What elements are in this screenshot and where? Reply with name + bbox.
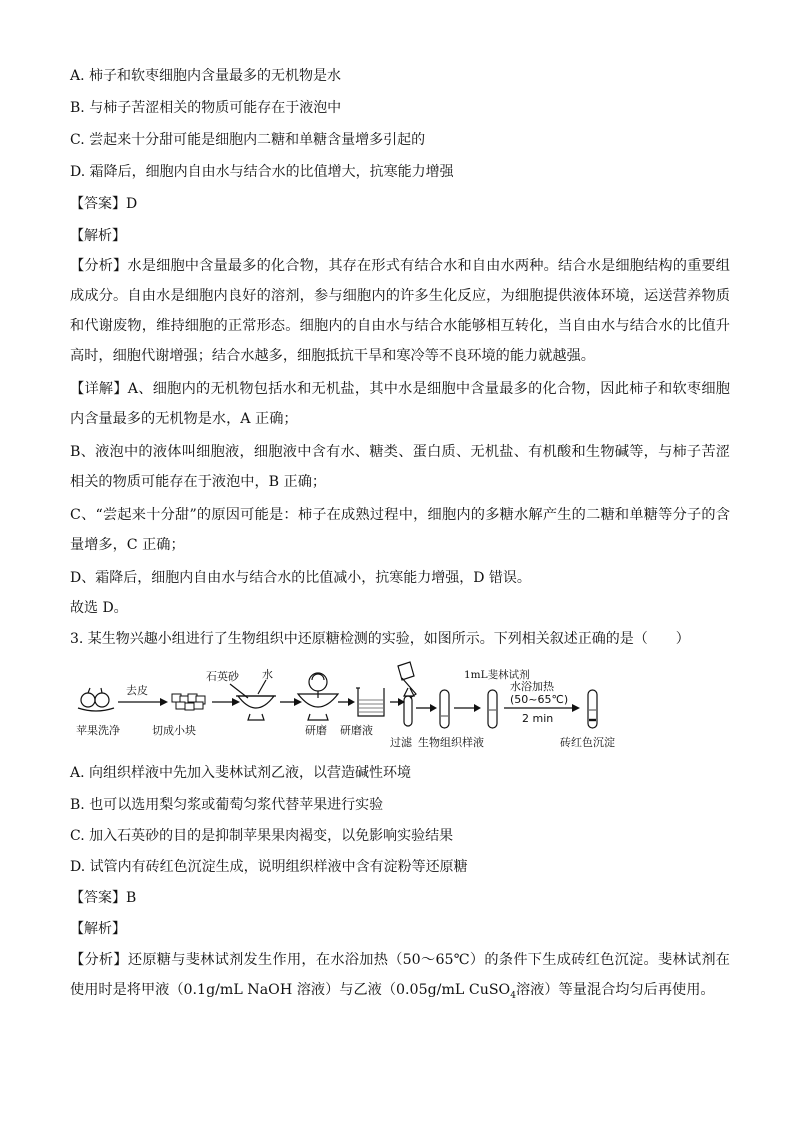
sample-tube-icon [440,690,449,728]
q2-xiangjie-c: C、“尝起来十分甜”的原因可能是：柿子在成熟过程中，细胞内的多糖水解产生的二糖和单糖等分子的含量增多，C 正确； [70,507,730,553]
q2-option-a: A. 柿子和软枣细胞内含量最多的无机物是水 [70,68,342,84]
q3-option-d: D. 试管内有砖红色沉淀生成，说明组织样液中含有淀粉等还原糖 [70,859,468,875]
q3-fenxi-subscript: 4 [510,990,516,1001]
q2-xiangjie-b: B、液泡中的液体叫细胞液，细胞液中含有水、糖类、蛋白质、无机盐、有机酸和生物碱等，与柿子苦涩相关的物质可能存在于液泡中，B 正确； [70,444,730,490]
q2-xiangjie-d: D、霜降后，细胞内自由水与结合水的比值减小，抗寒能力增强，D 错误。 [70,570,531,586]
label-peel: 去皮 [126,684,148,697]
q3-stem: 3. 某生物兴趣小组进行了生物组织中还原糖检测的实验，如图所示。下列相关叙述正确的是（ ） [70,631,690,647]
q3-analysis-label: 【解析】 [70,921,126,937]
label-reagent: 1mL斐林试剂 [464,669,530,681]
arrowhead-2 [232,698,240,706]
q2-xiangjie-a: 【详解】A、细胞内的无机物包括水和无机盐，其中水是细胞中含量最多的化合物，因此柿子和软枣细胞内含量最多的无机物是水，A 正确； [70,381,730,427]
q3-fenxi-part-1: 【分析】还原糖与斐林试剂发生作用，在水浴加热（50～65℃）的条件下生成砖红色沉淀。斐林试剂在使用时是将甲液（0.1g/mL NaOH 溶液）与乙液（0.05g/mL CuSO [70,952,730,998]
label-filter: 过滤 [390,736,412,749]
beaker-icon [356,688,384,716]
label-cut: 切成小块 [152,724,196,737]
label-time: 2 min [522,712,554,725]
q2-option-d: D. 霜降后，细胞内自由水与结合水的比值增大，抗寒能力增强 [70,164,454,180]
label-result: 砖红色沉淀 [560,736,615,749]
label-liquid: 研磨液 [340,724,373,737]
arrowhead-1 [160,698,168,706]
q3-fenxi-part-2: 溶液）等量混合均匀后再使用。 [515,982,715,998]
arrowhead-6 [430,704,437,712]
apple-pieces-icon [172,694,205,710]
label-sample: 生物组织样液 [418,736,484,749]
reagent-tube-icon [488,690,497,728]
arrowhead-3 [294,698,302,706]
mortar-icon [230,680,276,720]
filter-funnel-icon [398,662,416,726]
q3-answer: 【答案】B [70,890,137,906]
arrowhead-7 [474,704,481,712]
q2-answer: 【答案】D [70,196,138,212]
label-temperature: (50~65℃) [510,693,569,706]
apple-icon [78,688,114,711]
q2-fenxi-paragraph: 【分析】水是细胞中含量最多的化合物，其存在形式有结合水和自由水两种。结合水是细胞结构的重要组成成分。自由水是细胞内良好的溶剂，参与细胞内的许多生化反应，为细胞提供液体环境，运送营养物质和代谢废物，维持细胞的正常形态。细胞内的自由水与结合水能够相互转化，当自由水与结合水的比值升高时，细胞代谢增强；结合水越多，细胞抵抗干旱和寒冷等不良环境的能力就越强。 [70,258,730,364]
label-grind: 研磨 [305,724,327,737]
q2-option-b: B. 与柿子苦涩相关的物质可能存在于液泡中 [70,100,342,116]
q3-option-c: C. 加入石英砂的目的是抑制苹果果肉褐变，以免影响实验结果 [70,828,454,844]
q2-conclusion: 故选 D。 [70,600,128,616]
q3-option-a: A. 向组织样液中先加入斐林试剂乙液，以营造碱性环境 [70,765,412,781]
grinding-icon [298,673,338,720]
label-water-bath: 水浴加热 [510,680,554,693]
label-water: 水 [262,668,273,681]
result-tube-icon [588,690,597,728]
q3-fenxi-paragraph [70,945,730,1011]
q2-analysis-label: 【解析】 [70,228,126,244]
q3-option-b: B. 也可以选用梨匀浆或葡萄匀浆代替苹果进行实验 [70,797,384,813]
experiment-flow-diagram [72,658,632,758]
q2-option-c: C. 尝起来十分甜可能是细胞内二糖和单糖含量增多引起的 [70,132,426,148]
arrowhead-4 [348,698,355,706]
arrowhead-8 [572,704,580,712]
label-quartz: 石英砂 [206,670,239,683]
label-apple-wash: 苹果洗净 [76,724,120,737]
